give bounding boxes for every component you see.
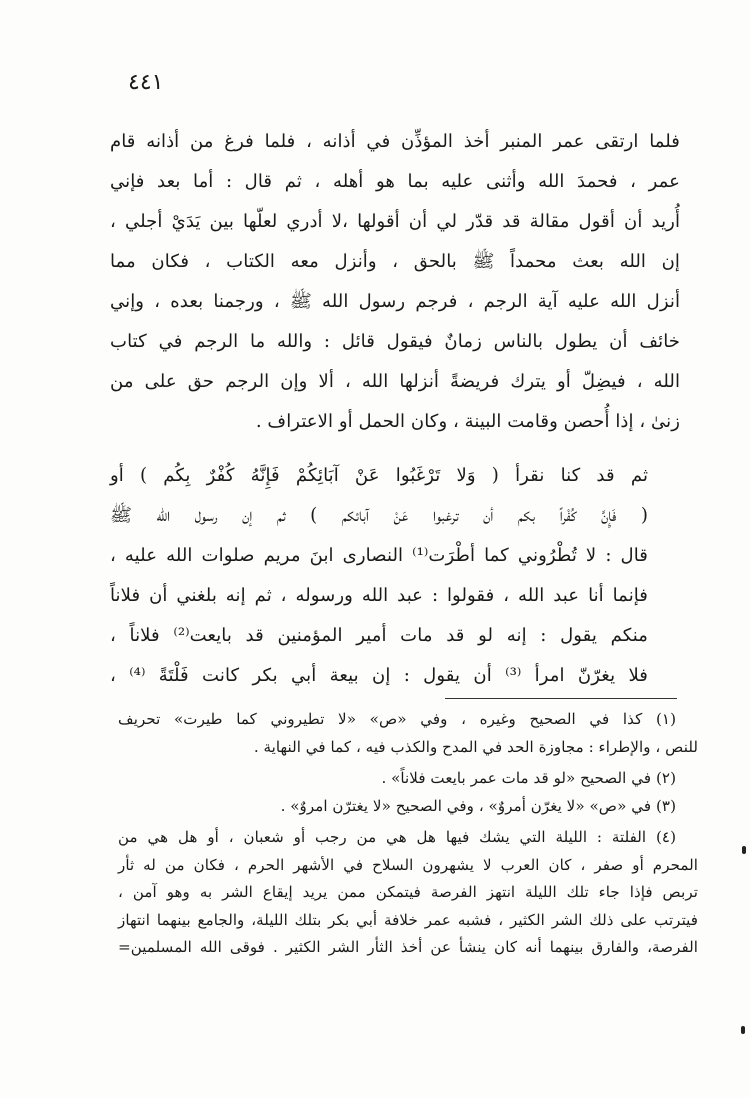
text-line: إن الله بعث محمداً ﷺ بالحق ، وأنزل معه الكتاب ، فكان مما [110, 251, 680, 272]
footnotes [118, 706, 698, 962]
text-line: فلا يغرّنّ امرأ ⁽³⁾ أن يقول : إن بيعة أبي بكر كانت فَلْتَةً ⁽⁴⁾ ، [110, 665, 649, 686]
footnote-line: (٣) في «ص» «لا يغرّن أمروٌ» ، وفي الصحيح «لا يغترّن امروٌ» . [280, 796, 676, 815]
footnote-4 [118, 824, 698, 962]
footnote-line: (٤) الفلتة : الليلة التي يشك فيها هل هي من رجب أو شعبان ، أو هل هي من [118, 828, 676, 846]
text-line: فإنما أنا عبد الله ، فقولوا : عبد الله ورسوله ، ثم إنه بلغني أن فلاناً [110, 585, 648, 606]
text-line: ( فَإِنَّ كُفْراً بكم أن ترغبوا عَنْ آبائكم ) ثم إن رسول الله ﷺ [110, 505, 648, 526]
text-line: الله ، فيضِلّ أو يترك فريضةً أنزلها الله ، ألا وإن الرجم حق على من [110, 371, 680, 392]
footnote-line: الفرصة، والفارق بينهما أنه كان ينشأ عن أخذ الثأر الشر الكثير . فوقى الله المسلمين= [118, 938, 698, 956]
footnote-line: (١) كذا في الصحيح وغيره ، وفي «ص» «لا تطيروني كما طيرت» تحريف [118, 710, 676, 728]
scan-speck [742, 846, 746, 854]
text-line: عمر ، فحمدَ الله وأثنى عليه بما هو أهله ، ثم قال : أما بعد فإني [110, 171, 680, 192]
text-line: منكم يقول : إنه لو قد مات أمير المؤمنين قد بايعت⁽²⁾ فلاناً ، [110, 625, 648, 646]
page-number: ٤٤١ [128, 70, 164, 95]
footnote-3 [118, 793, 698, 821]
text-line: خائف أن يطول بالناس زمانٌ فيقول قائل : والله ما الرجم في كتاب [110, 331, 680, 352]
text-line: أنزل الله عليه آية الرجم ، فرجم رسول الله ﷺ ، ورجمنا بعده ، وإني [110, 291, 680, 312]
footnote-line: المحرم أو صفر ، كان العرب لا يشهرون السلاح في الأشهر الحرم ، فكان من له ثأر [118, 855, 698, 874]
footnote-1 [118, 706, 698, 761]
text-line: فلما ارتقى عمر المنبر أخذ المؤذِّن في أذانه ، فلما فرغ من أذانه قام [110, 131, 680, 152]
footnote-line: (٢) في الصحيح «لو قد مات عمر بايعت فلاناً» . [381, 769, 676, 787]
paragraph-1 [110, 122, 680, 442]
main-text [110, 122, 680, 696]
footnote-divider [445, 698, 677, 699]
scan-speck [741, 1026, 745, 1034]
text-line: زنىٰ ، إذا أُحصن وقامت البينة ، وكان الحمل أو الاعتراف . [255, 411, 680, 432]
text-line: قال : لا تُطْرُوني كما أطْرَت⁽¹⁾ النصارى ابنَ مريم صلوات الله عليه ، [110, 545, 648, 566]
footnote-line: فيترتب على ذلك الشر الكثير ، فشبه عمر خلافة أبي بكر بتلك الليلة، والجامع بينهما انتهاز [118, 910, 698, 929]
text-line: أُريد أن أقول مقالة قد قدّر لي أن أقولها ،لا أدري لعلّها بين يَدَيْ أجلي ، [110, 211, 680, 232]
footnote-line: تربص فإذا جاء تلك الليلة انتهز الفرصة فيتمكن ممن يريد إيقاع الشر به وهو آمن ، [118, 883, 698, 901]
paragraph-2 [110, 456, 680, 696]
footnote-2 [118, 765, 698, 793]
text-line: ثم قد كنا نقرأ ( وَلا تَرْغَبُوا عَنْ آبَائِكُمْ فَإِنَّهُ كُفْرٌ بِكُم ) أو [110, 465, 648, 486]
footnote-line: للنص ، والإطراء : مجاوزة الحد في المدح والكذب فيه ، كما في النهاية . [253, 737, 698, 756]
